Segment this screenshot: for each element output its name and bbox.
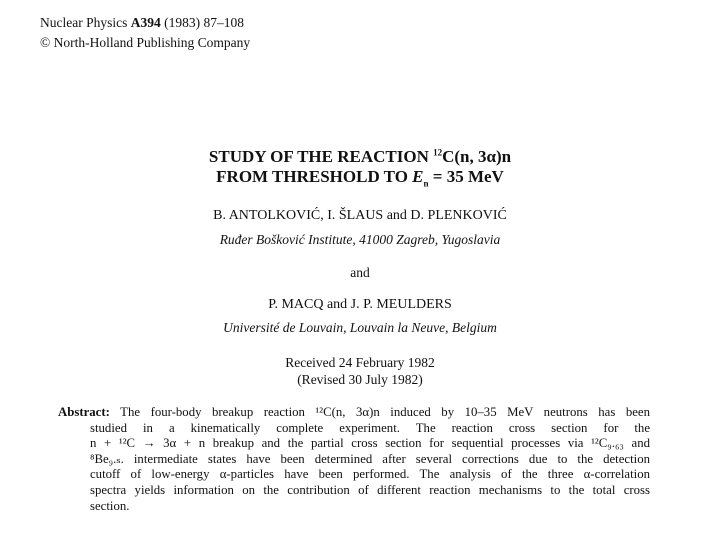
title-energy-var: E: [412, 167, 424, 186]
publisher-name: North-Holland Publishing Company: [50, 35, 251, 50]
copyright-symbol: ©: [40, 35, 51, 50]
paper-title-line-1: [0, 147, 720, 167]
title-superscript: 12: [433, 147, 443, 158]
title-energy-sub: n: [423, 178, 429, 189]
abstract-line-7: section.: [90, 498, 130, 513]
paper-title-line-2: [0, 167, 720, 187]
abstract-line-6: spectra yields information on the contribution of different reaction mechanisms to the total cross: [90, 482, 650, 497]
journal-year-pages: (1983) 87–108: [160, 15, 244, 30]
abstract-line-5: cutoff of low-energy α-particles have been performed. The analysis of the three α-correlation: [90, 467, 650, 482]
abstract-label: Abstract:: [58, 405, 110, 419]
abstract-line-4: ⁸Be₉.ₛ. intermediate states have been determined after several corrections due to the detection: [90, 451, 650, 466]
affiliation-1: Ruđer Bošković Institute, 41000 Zagreb, Yugoslavia: [219, 232, 501, 247]
abstract: [58, 405, 650, 514]
authors-group-1: B. ANTOLKOVIĆ, I. ŠLAUS and D. PLENKOVIĆ: [213, 208, 507, 223]
authors-group-2: P. MACQ and J. P. MEULDERS: [268, 297, 452, 312]
journal-volume: A394: [130, 15, 161, 30]
affiliation-2: Université de Louvain, Louvain la Neuve, Belgium: [223, 320, 497, 335]
abstract-line-1: [58, 405, 650, 421]
journal-citation: [40, 14, 244, 32]
title-text: STUDY OF THE REACTION: [208, 147, 434, 166]
title-energy-value: = 35 MeV: [428, 167, 504, 186]
and-separator: and: [350, 265, 370, 280]
abstract-line-3: n + ¹²C → 3α + n breakup and the partial cross section for sequential processes via ¹²C₉.₆₃ and: [90, 436, 650, 451]
revised-date: (Revised 30 July 1982): [297, 372, 423, 387]
received-date: Received 24 February 1982: [285, 355, 435, 370]
publisher-line: [40, 34, 250, 52]
abstract-line-2: studied in a kinematically complete experiment. The reaction cross section for the: [90, 420, 650, 435]
journal-name: Nuclear Physics: [40, 15, 131, 30]
abstract-text-1: The four-body breakup reaction ¹²C(n, 3α)n induced by 10–35 MeV neutrons has been: [109, 405, 650, 419]
title-reaction: C(n, 3α)n: [442, 147, 512, 166]
title-text-2: FROM THRESHOLD TO: [216, 167, 413, 186]
